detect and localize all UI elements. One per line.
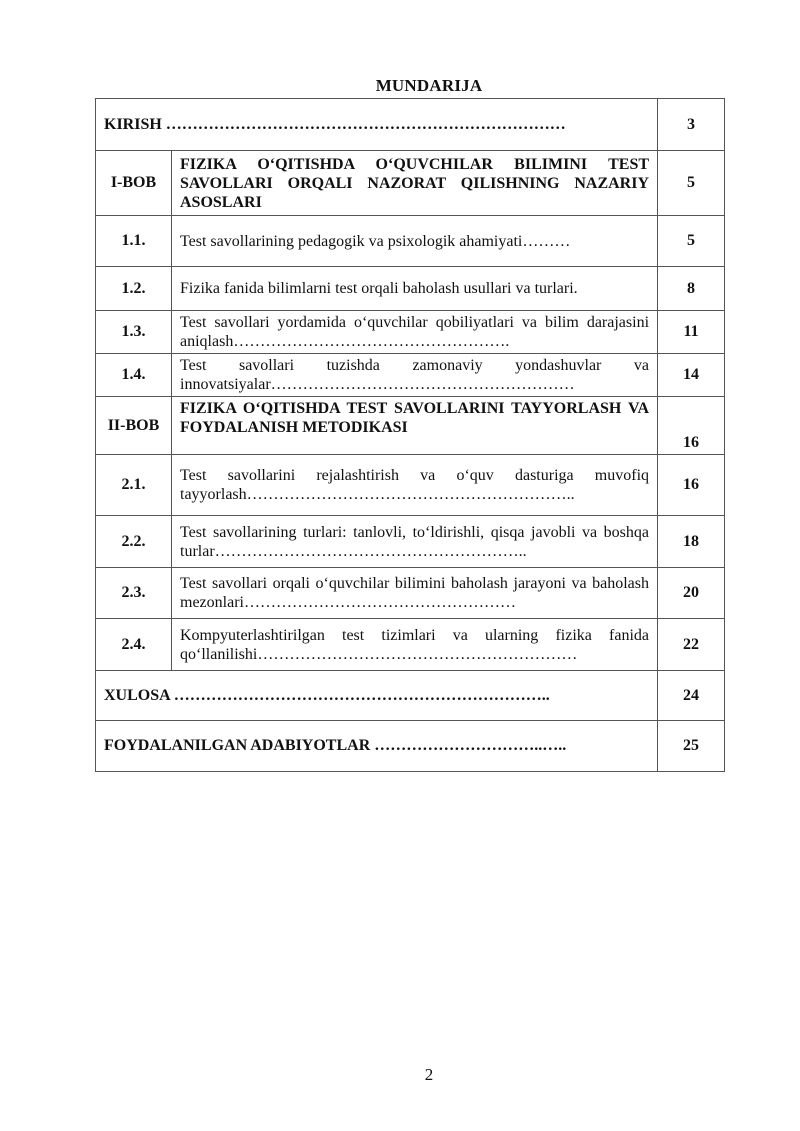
toc-section-number: 2.1. bbox=[96, 455, 172, 516]
page-title: MUNDARIJA bbox=[375, 76, 483, 95]
toc-entry-title: Kompyuterlashtirilgan test tizimlari va ularning fizika fanida qo‘llanilishi…………………………………………………… bbox=[172, 619, 658, 671]
toc-page-number: 5 bbox=[658, 216, 725, 267]
toc-row-adabiyotlar[interactable] bbox=[96, 721, 725, 772]
toc-entry-title: Test savollari yordamida o‘quvchilar qobiliyatlari va bilim darajasini aniqlash……………………………………………. bbox=[172, 311, 658, 354]
toc-chapter-number: I-BOB bbox=[96, 151, 172, 216]
toc-entry-title: FOYDALANILGAN ADABIYOTLAR …………………………..….. bbox=[96, 721, 658, 772]
toc-page-number: 18 bbox=[658, 516, 725, 568]
toc-page-number: 24 bbox=[658, 671, 725, 721]
toc-section-number: 1.2. bbox=[96, 267, 172, 311]
toc-page-number: 11 bbox=[658, 311, 725, 354]
toc-entry-title: FIZIKA O‘QITISHDA O‘QUVCHILAR BILIMINI TEST SAVOLLARI ORQALI NAZORAT QILISHNING NAZARIY ASOSLARI bbox=[172, 151, 658, 216]
toc-page-number: 20 bbox=[658, 568, 725, 619]
toc-page-number: 8 bbox=[658, 267, 725, 311]
toc-entry-title: Test savollarining turlari: tanlovli, to‘ldirishli, qisqa javobli va boshqa turlar………………………………………………….. bbox=[172, 516, 658, 568]
toc-section-number: 2.4. bbox=[96, 619, 172, 671]
table-of-contents bbox=[95, 98, 725, 772]
toc-page-number: 25 bbox=[658, 721, 725, 772]
toc-row-section[interactable] bbox=[96, 267, 725, 311]
toc-row-chapter-1[interactable] bbox=[96, 151, 725, 216]
toc-section-number: 2.3. bbox=[96, 568, 172, 619]
toc-chapter-number: II-BOB bbox=[96, 397, 172, 455]
toc-entry-title: FIZIKA O‘QITISHDA TEST SAVOLLARINI TAYYORLASH VA FOYDALANISH METODIKASI bbox=[172, 397, 658, 455]
toc-row-section[interactable] bbox=[96, 311, 725, 354]
toc-row-xulosa[interactable] bbox=[96, 671, 725, 721]
toc-entry-title: Test savollari orqali o‘quvchilar bilimini baholash jarayoni va baholash mezonlari…………………………………………… bbox=[172, 568, 658, 619]
toc-entry-title: Test savollarining pedagogik va psixologik ahamiyati……… bbox=[172, 216, 658, 267]
toc-row-section[interactable] bbox=[96, 568, 725, 619]
toc-page-number: 22 bbox=[658, 619, 725, 671]
toc-page-number: 16 bbox=[658, 397, 725, 455]
toc-row-section[interactable] bbox=[96, 516, 725, 568]
toc-page-number: 3 bbox=[658, 99, 725, 151]
page-number: 2 bbox=[424, 1065, 434, 1084]
toc-section-number: 1.1. bbox=[96, 216, 172, 267]
toc-page-number: 14 bbox=[658, 354, 725, 397]
toc-row-chapter-2[interactable] bbox=[96, 397, 725, 455]
toc-row-section[interactable] bbox=[96, 216, 725, 267]
toc-entry-title: Fizika fanida bilimlarni test orqali baholash usullari va turlari. bbox=[172, 267, 658, 311]
toc-section-number: 2.2. bbox=[96, 516, 172, 568]
toc-page-number: 5 bbox=[658, 151, 725, 216]
toc-row-section[interactable] bbox=[96, 619, 725, 671]
toc-entry-title: Test savollari tuzishda zamonaviy yondashuvlar va innovatsiyalar………………………………………………… bbox=[172, 354, 658, 397]
toc-entry-title: XULOSA …………………………………………………………….. bbox=[96, 671, 658, 721]
toc-row-section[interactable] bbox=[96, 455, 725, 516]
toc-section-number: 1.3. bbox=[96, 311, 172, 354]
toc-page-number: 16 bbox=[658, 455, 725, 516]
toc-section-number: 1.4. bbox=[96, 354, 172, 397]
toc-entry-title: KIRISH ………………………………………………………………… bbox=[96, 99, 658, 151]
toc-row-kirish[interactable] bbox=[96, 99, 725, 151]
toc-row-section[interactable] bbox=[96, 354, 725, 397]
toc-entry-title: Test savollarini rejalashtirish va o‘quv dasturiga muvofiq tayyorlash…………………………………………………….. bbox=[172, 455, 658, 516]
